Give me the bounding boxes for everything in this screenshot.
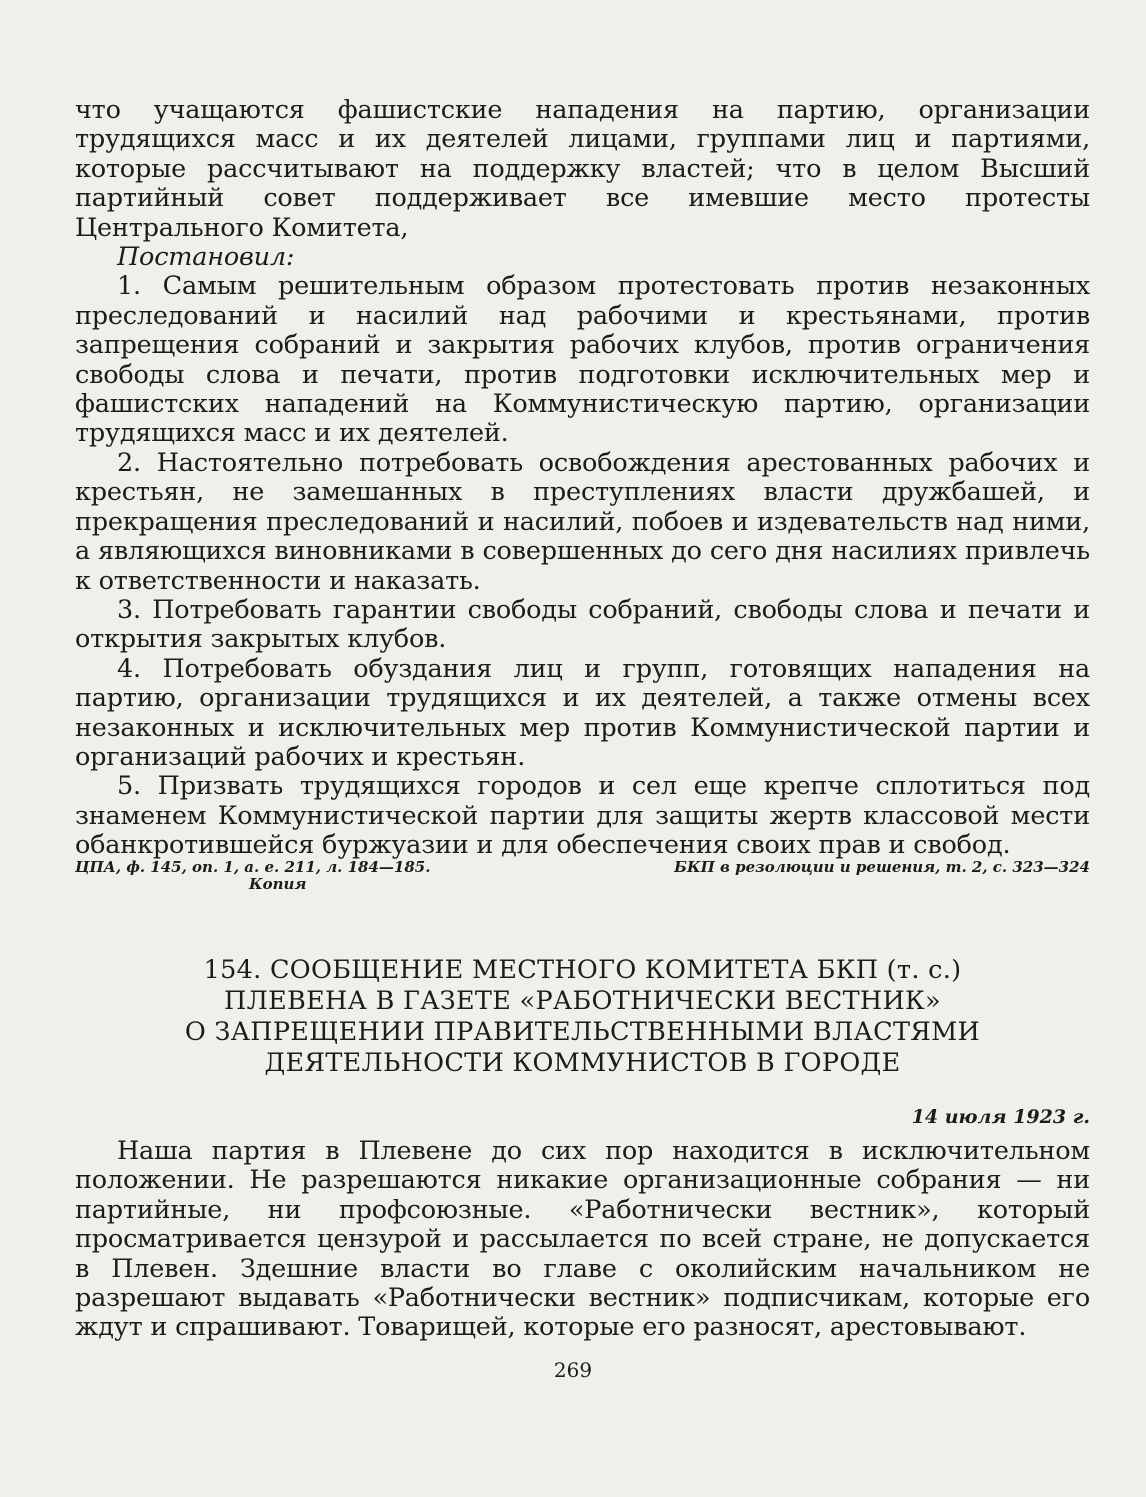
resolution-text <box>75 96 1090 861</box>
resolution-item-4: 4. Потребовать обуздания лиц и групп, готовящих нападения на партию, организации трудящихся и их деятелей, а также отмены всех незаконных и исключительных мер против Коммунистической партии и организаций рабочих и крестьян. <box>75 653 1090 772</box>
document-body <box>75 1137 1090 1343</box>
publication-reference: БКП в резолюции и решения, т. 2, с. 323—324 <box>674 858 1090 876</box>
heading-line: ПЛЕВЕНА В ГАЗЕТЕ «РАБОТНИЧЕСКИ ВЕСТНИК» <box>224 986 941 1016</box>
page-number: 269 <box>553 1358 593 1382</box>
document-date: 14 июля 1923 г. <box>911 1106 1090 1128</box>
heading-line: 154. СООБЩЕНИЕ МЕСТНОГО КОМИТЕТА БКП (т. с.) <box>203 955 962 985</box>
resolution-item-2: 2. Настоятельно потребовать освобождения арестованных рабочих и крестьян, не замешанных в преступлениях власти дружбашей, и прекращения преследований и насилий, побоев и издевательств над ними, а являющихся виновниками в совершенных до сего дня насилиях привлечь к ответственности и наказать. <box>75 447 1090 596</box>
copy-note: Копия <box>249 875 307 893</box>
resolution-item-3: 3. Потребовать гарантии свободы собраний, свободы слова и печати и открытия закрытых клубов. <box>75 594 1090 655</box>
heading-line: ДЕЯТЕЛЬНОСТИ КОММУНИСТОВ В ГОРОДЕ <box>264 1048 901 1078</box>
document-heading <box>75 955 1090 1079</box>
resolution-item-5: 5. Призвать трудящихся городов и сел еще крепче сплотиться под знаменем Коммунистической партии для защиты жертв классовой мести обанкротившейся буржуазии и для обеспечения своих прав и свобод. <box>75 771 1090 861</box>
decided-label: Постановил: <box>117 242 295 273</box>
body-paragraph: Наша партия в Плевене до сих пор находится в исключительном положении. Не разрешаются никакие организационные собрания — ни партийные, ни профсоюзные. «Работнически вестник», который просматривается цензурой и рассылается по всей стране, не допускается в Плевен. Здешние власти во главе с околийским начальником не разрешают выдавать «Работнически вестник» подписчикам, которые его ждут и спрашивают. Товарищей, которые его разносят, арестовывают. <box>75 1136 1090 1343</box>
resolution-item-1: 1. Самым решительным образом протестовать против незаконных преследований и насилий над рабочими и крестьянами, против запрещения собраний и закрытия рабочих клубов, против ограничения свободы слова и печати, против подготовки исключительных мер и фашистских нападений на Коммунистическую партию, организации трудящихся масс и их деятелей. <box>75 271 1090 449</box>
heading-line: О ЗАПРЕЩЕНИИ ПРАВИТЕЛЬСТВЕННЫМИ ВЛАСТЯМИ <box>184 1017 981 1047</box>
archive-reference: ЦПА, ф. 145, оп. 1, а. е. 211, л. 184—185. <box>75 858 431 876</box>
intro-paragraph: что учащаются фашистские нападения на партию, организации трудящихся масс и их деятелей лицами, группами лиц и партиями, которые рассчитывают на поддержку властей; что в целом Высший партийный совет поддерживает все имевшие место протесты Центрального Комитета, <box>75 95 1090 243</box>
